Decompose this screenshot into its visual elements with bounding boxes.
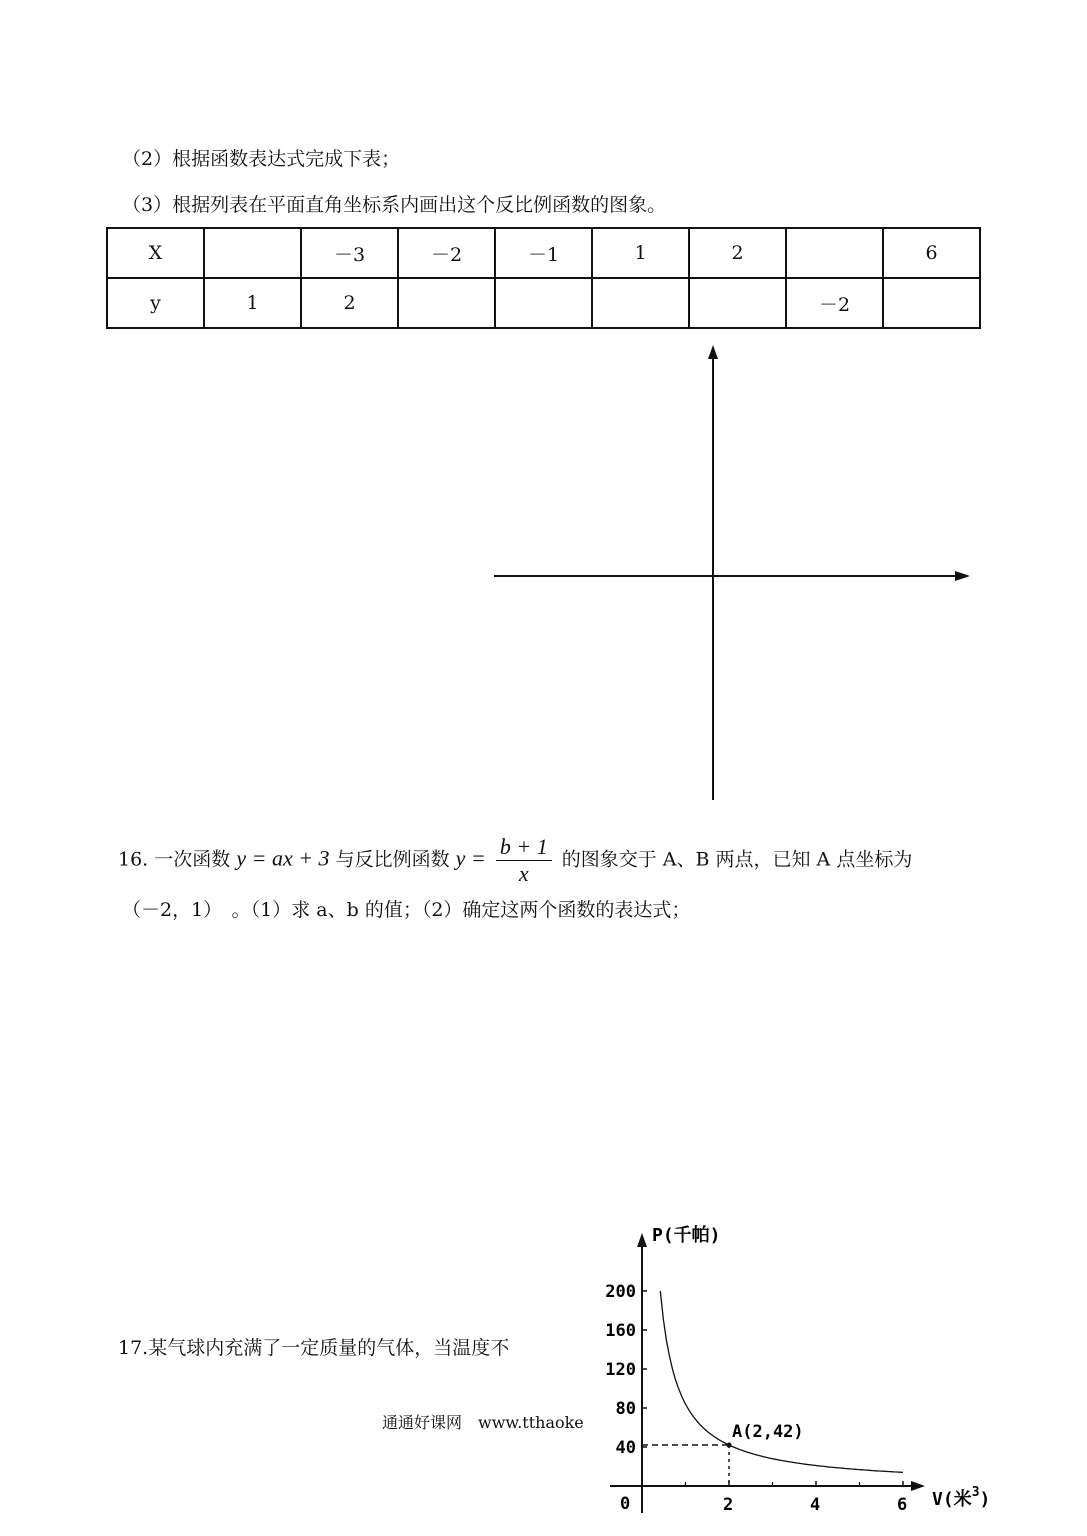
table-cell: 1 [592,228,689,278]
table-cell [689,278,786,328]
blank-coordinate-axes [480,335,980,805]
q16-fraction-numerator: b + 1 [496,834,552,861]
q16-text1: 一次函数 [154,848,231,871]
x-tick-label: 4 [810,1495,821,1515]
q16-fraction-denominator: x [518,861,529,886]
table-cell: －2 [786,278,883,328]
q15-part2-text: （2）根据函数表达式完成下表； [122,148,401,170]
x-axis-arrow [955,571,970,581]
table-cell: －1 [495,228,592,278]
y-tick-label: 120 [605,1360,636,1380]
graph-ticks [605,1282,907,1515]
value-table [106,227,981,329]
q16-fraction [496,834,552,887]
q15-part3-text: （3）根据列表在平面直角坐标系内画出这个反比例函数的图象。 [122,194,667,216]
table-cell [592,278,689,328]
y-axis-arrow [708,345,718,359]
point-a-label: A(2,42) [732,1422,804,1443]
q16-equation2-lhs: y = [455,845,486,871]
y-tick-label: 160 [605,1321,636,1341]
y-tick-label: 200 [605,1282,636,1302]
q16-text3: 的图象交于 A、B 两点，已知 A 点坐标为 [561,848,913,871]
graph-x-label [932,1485,990,1510]
table-cell [883,278,980,328]
table-row-y [107,278,980,328]
table-header-y: y [107,278,204,328]
table-cell [204,228,301,278]
table-cell: 1 [204,278,301,328]
graph-x-label-end: ) [979,1489,991,1510]
q16-line2: （－2，1） 。（1）求 a、b 的值；（2）确定这两个函数的表达式； [122,899,691,921]
table-cell: 6 [883,228,980,278]
x-tick-label: 6 [897,1495,908,1515]
point-a-marker [727,1443,732,1448]
y-tick-label: 80 [615,1399,636,1419]
footer-watermark: 通通好课网 www.tthaoke [382,1413,584,1432]
table-cell [398,278,495,328]
y-tick-label: 40 [615,1438,636,1458]
graph-y-label: P(千帕) [652,1225,721,1246]
table-cell [786,228,883,278]
graph-x-axis-arrow [911,1481,925,1491]
graph-x-label-main: V(米 [932,1489,972,1510]
pressure-volume-graph [580,1215,1020,1530]
graph-origin-label: 0 [620,1494,631,1514]
q16-number: 16. [118,848,149,871]
table-cell: 2 [689,228,786,278]
q17-text: 17.某气球内充满了一定质量的气体，当温度不 [118,1337,510,1359]
table-header-x: X [107,228,204,278]
q16-line1 [118,834,912,887]
q16-text2: 与反比例函数 [335,848,450,871]
table-cell: －2 [398,228,495,278]
table-cell [495,278,592,328]
table-row-x [107,228,980,278]
table-cell: 2 [301,278,398,328]
x-tick-label: 2 [723,1495,734,1515]
graph-y-axis-arrow [637,1233,647,1247]
graph-x-label-sup: 3 [971,1485,980,1500]
q16-equation1: y = ax + 3 [236,845,330,871]
table-cell: －3 [301,228,398,278]
